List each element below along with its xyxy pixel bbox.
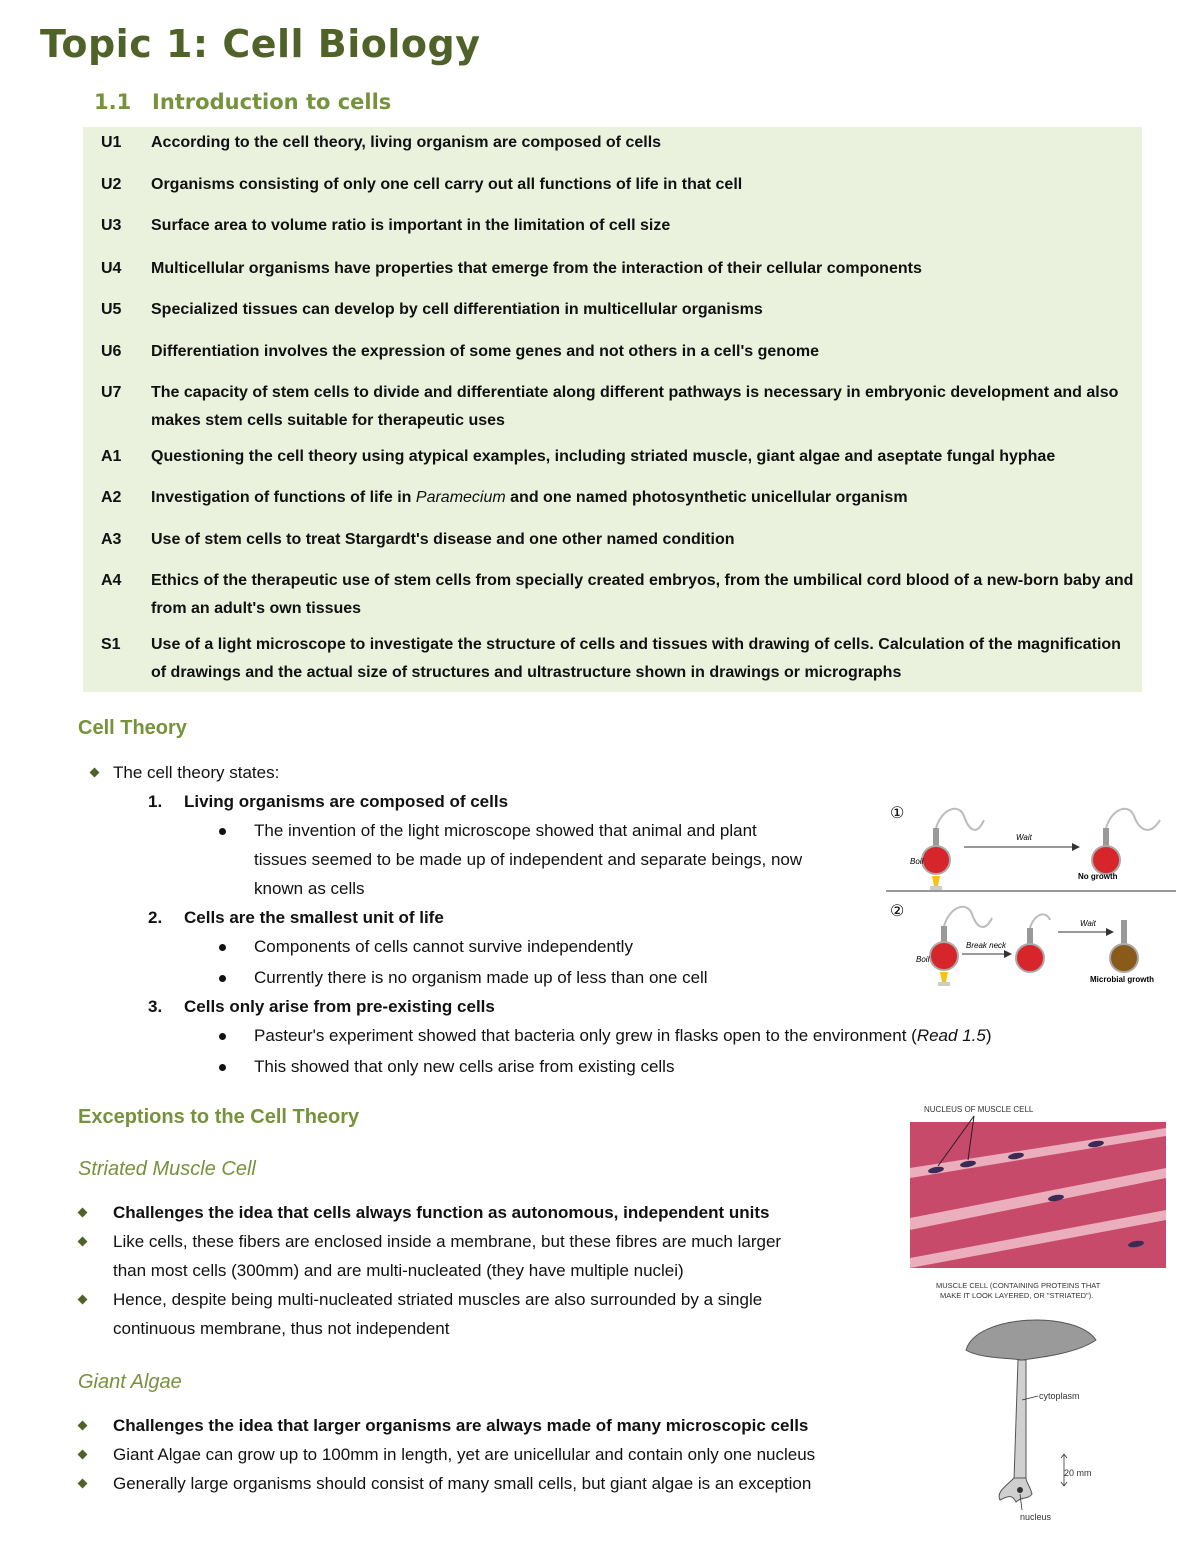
microbial-growth-flask [1110,944,1138,972]
list-item-line: Components of cells cannot survive independently [254,937,633,956]
bullet-icon [78,1208,88,1218]
outcome-code: S1 [101,636,121,653]
algae-stalk [1014,1360,1026,1480]
bullet-icon [90,768,100,778]
list-item-line: Currently there is no organism made up of less than one cell [254,968,708,987]
marker-2: ② [890,903,905,920]
outcome-text-italic: Paramecium [415,489,506,506]
algae-nucleus-dot [1017,1487,1023,1493]
bullet-icon [78,1450,88,1460]
burner [930,886,942,890]
outcome-code: U2 [101,176,122,193]
outcome-text: The capacity of stem cells to divide and differentiate along different pathways is necessary in embryonic development and also makes stem cells suitable for therapeutic uses [151,384,1119,429]
cell-theory-point: Living organisms are composed of cells [184,792,509,811]
bullet-text: than most cells (300mm) and are multi-nucleated (they have multiple nuclei) [113,1261,684,1280]
outcome-code: U7 [101,384,122,401]
outcome-text-part: and one named photosynthetic unicellular organism [505,489,908,506]
muscle-caption-line: MAKE IT LOOK LAYERED, OR "STRIATED"). [940,1291,1094,1300]
outcome-code: U3 [101,217,122,234]
algae-rhizoid [999,1478,1032,1502]
list-item-line [254,1025,992,1047]
no-growth-label: No growth [1078,872,1118,881]
broth-flask [922,846,950,874]
list-number: 1. [148,792,163,811]
arrow-head [1106,928,1114,936]
outcome-text: Use of stem cells to treat Stargardt's disease and one other named condition [151,531,735,548]
flame-icon [932,876,940,886]
list-item-line: This showed that only new cells arise from existing cells [254,1057,675,1076]
swan-neck [944,907,992,927]
outcome-code: U4 [101,260,122,277]
pasteur-experiment-figure [884,798,1176,1000]
bullet-text: Challenges the idea that larger organisms are always made of many microscopic cells [113,1416,809,1435]
bullet-text: continuous membrane, thus not independent [113,1319,450,1338]
arrow-head [1004,950,1012,958]
boil-label: Boil [910,857,924,866]
outcome-code: A1 [101,448,122,465]
broth-flask [1016,944,1044,972]
outcome-text: According to the cell theory, living organism are composed of cells [151,134,662,151]
exceptions-heading: Exceptions to the Cell Theory [78,1106,360,1128]
outcome-text: Multicellular organisms have properties that emerge from the interaction of their cellular components [151,260,922,277]
broth-flask [1092,846,1120,874]
page-title: Topic 1: Cell Biology [40,22,481,66]
section-title: Introduction to cells [152,90,392,114]
outcome-text: Use of a light microscope to investigate the structure of cells and tissues with drawing of cells. Calculation of the magnification of drawings and the actual size of structures and ultrastructure shown in drawings or micrographs [151,636,1121,681]
text-part: Pasteur's experiment showed that bacteria only grew in flasks open to the environment ( [254,1026,917,1045]
list-item-line: tissues seemed to be made up of independent and separate beings, now [254,850,803,869]
broth-flask [930,942,958,970]
bullet-icon [78,1421,88,1431]
outcome-code: A2 [101,489,122,506]
cell-theory-intro: The cell theory states: [113,763,280,782]
outcome-code: U1 [101,134,122,151]
bullet-icon [78,1237,88,1247]
learning-outcomes-box [83,127,1142,692]
section-heading [94,90,391,114]
text-part: ) [985,1026,992,1045]
text-italic: Read 1.5 [916,1026,986,1045]
wait-label: Wait [1016,833,1032,842]
outcome-text: Surface area to volume ratio is important in the limitation of cell size [151,217,671,234]
bullet-icon [219,944,226,951]
bullet-icon [78,1479,88,1489]
swan-neck [1106,809,1160,830]
outcome-code: A3 [101,531,122,548]
list-item-line: The invention of the light microscope showed that animal and plant [254,821,757,840]
giant-algae-heading: Giant Algae [78,1371,182,1393]
arrow-head [1072,843,1080,851]
cell-theory-point: Cells are the smallest unit of life [184,908,444,927]
flame-icon [940,972,948,982]
bullet-text: Hence, despite being multi-nucleated striated muscles are also surrounded by a single [113,1290,763,1309]
muscle-nucleus-label: NUCLEUS OF MUSCLE CELL [924,1105,1034,1114]
outcome-text [151,484,1136,512]
bullet-icon [219,1033,226,1040]
outcome-code: U6 [101,343,122,360]
outcome-text: Differentiation involves the expression of some genes and not others in a cell's genome [151,343,819,360]
bullet-icon [219,975,226,982]
bullet-icon [219,1064,226,1071]
bullet-text: Like cells, these fibers are enclosed inside a membrane, but these fibres are much larger [113,1232,782,1251]
giant-algae-figure [956,1310,1116,1526]
nucleus-label: nucleus [1020,1512,1052,1522]
algae-cap [966,1320,1096,1360]
swan-neck [936,809,984,830]
outcome-code: U5 [101,301,122,318]
outcome-text: Specialized tissues can develop by cell differentiation in multicellular organisms [151,301,763,318]
bullet-icon [78,1295,88,1305]
cytoplasm-label: cytoplasm [1039,1391,1080,1401]
boil-label: Boil [916,955,930,964]
bullet-icon [219,828,226,835]
scale-label: 20 mm [1064,1468,1092,1478]
bullet-text: Challenges the idea that cells always function as autonomous, independent units [113,1203,770,1222]
cell-theory-heading: Cell Theory [78,717,187,739]
outcome-text-part: Investigation of functions of life in [151,489,416,506]
broken-neck [1030,914,1050,928]
wait-label: Wait [1080,919,1096,928]
striated-muscle-figure [906,1098,1172,1304]
marker-1: ① [890,805,905,822]
break-neck-label: Break neck [966,941,1007,950]
list-number: 3. [148,997,163,1016]
striated-muscle-heading: Striated Muscle Cell [78,1158,256,1180]
list-item-line: known as cells [254,879,365,898]
burner [938,982,950,986]
cell-theory-point: Cells only arise from pre-existing cells [184,997,495,1016]
bullet-text: Giant Algae can grow up to 100mm in length, yet are unicellular and contain only one nucleus [113,1445,816,1464]
muscle-caption-line: MUSCLE CELL (CONTAINING PROTEINS THAT [936,1281,1101,1290]
list-number: 2. [148,908,163,927]
outcome-text: Organisms consisting of only one cell carry out all functions of life in that cell [151,176,743,193]
section-number: 1.1 [94,90,132,114]
outcome-text: Ethics of the therapeutic use of stem cells from specially created embryos, from the umbilical cord blood of a new-born baby and from an adult's own tissues [151,572,1134,617]
outcome-code: A4 [101,572,122,589]
bullet-text: Generally large organisms should consist of many small cells, but giant algae is an exception [113,1474,812,1493]
outcome-text: Questioning the cell theory using atypical examples, including striated muscle, giant algae and aseptate fungal hyphae [151,448,1056,465]
microbial-growth-label: Microbial growth [1090,975,1154,984]
